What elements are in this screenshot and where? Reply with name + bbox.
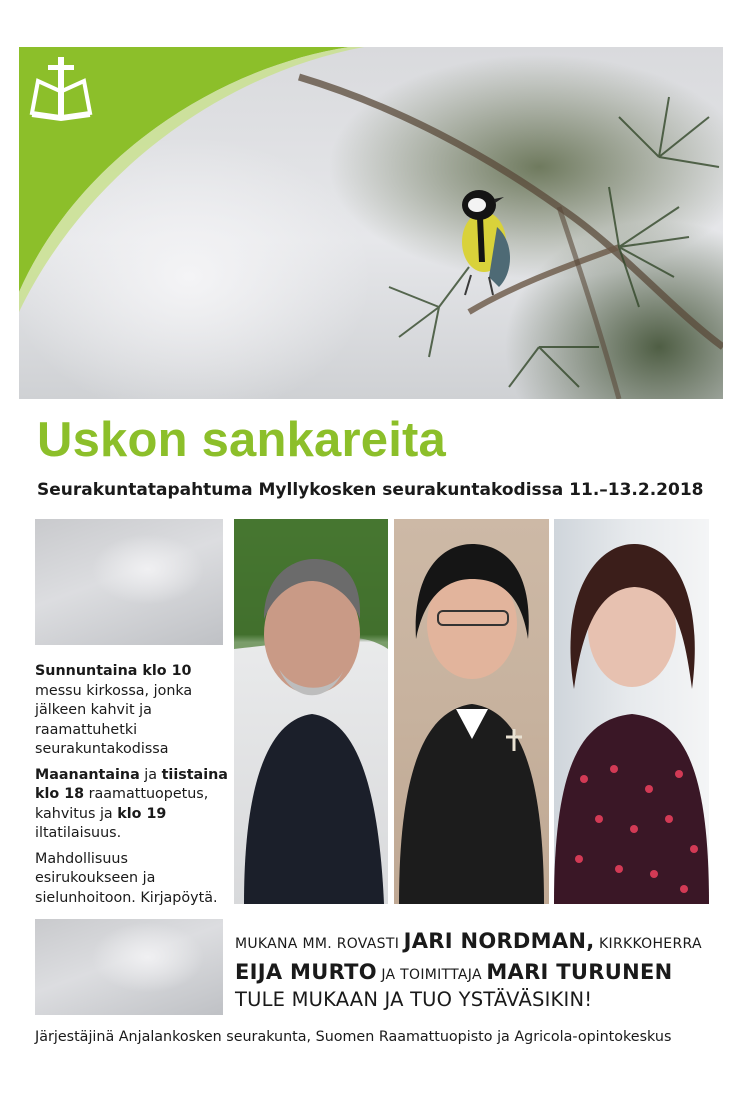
weekday-day1: Maanantaina [35,766,140,783]
hero-scene [19,47,723,399]
sunday-time: Sunnuntaina klo 10 [35,663,192,679]
invite-text: TULE MUKAAN JA TUO YSTÄVÄSIKIN! [235,988,593,1011]
weekday-description-1: raamattuopetus, kahvitus ja [35,786,209,822]
great-tit-bird [462,190,510,295]
snow-photo-top [35,519,223,645]
guest-intro: MUKANA MM. ROVASTI [235,936,400,952]
portrait-jari-nordman [234,519,388,904]
schedule-text [35,662,235,914]
guest-line-1 [235,925,705,960]
weekday-description-2: iltatilaisuus. [35,825,122,841]
weekday-and: ja [139,766,162,783]
guest-role-toimittaja: JA TOIMITTAJA [381,967,482,983]
weekday-time2: klo 19 [117,805,167,822]
hero-photo [19,47,723,399]
guest-line-2 [235,956,705,991]
weekday-paragraph [35,766,235,844]
prayer-paragraph: Mahdollisuus esirukoukseen ja sielunhoitoon. Kirjapöytä. [35,850,218,906]
guest-mari-turunen: MARI TURUNEN [486,960,673,984]
guest-jari-nordman: JARI NORDMAN [403,929,587,953]
portrait-mari-turunen [554,519,709,904]
weekday-day2: tiistaina klo 18 [35,766,228,802]
guest-role-kirkkoherra: KIRKKOHERRA [599,936,702,952]
page-title: Uskon sankareita [37,413,447,467]
organizers-text: Järjestäjinä Anjalankosken seurakunta, Suomen Raamattuopisto ja Agricola-opintokeskus [35,1029,672,1045]
sunday-description: messu kirkossa, jonka jälkeen kahvit ja raamattuhetki seurakuntakodissa [35,682,193,757]
church-bible-logo-icon [28,55,94,121]
guest-eija-murto: EIJA MURTO [235,960,377,984]
snow-photo-bottom [35,919,223,1015]
portrait-eija-murto [394,519,549,904]
sunday-paragraph [35,662,235,760]
guest-list [235,925,705,991]
guest-comma: , [586,929,595,953]
event-subtitle: Seurakuntatapahtuma Myllykosken seurakuntakodissa 11.–13.2.2018 [37,480,704,500]
